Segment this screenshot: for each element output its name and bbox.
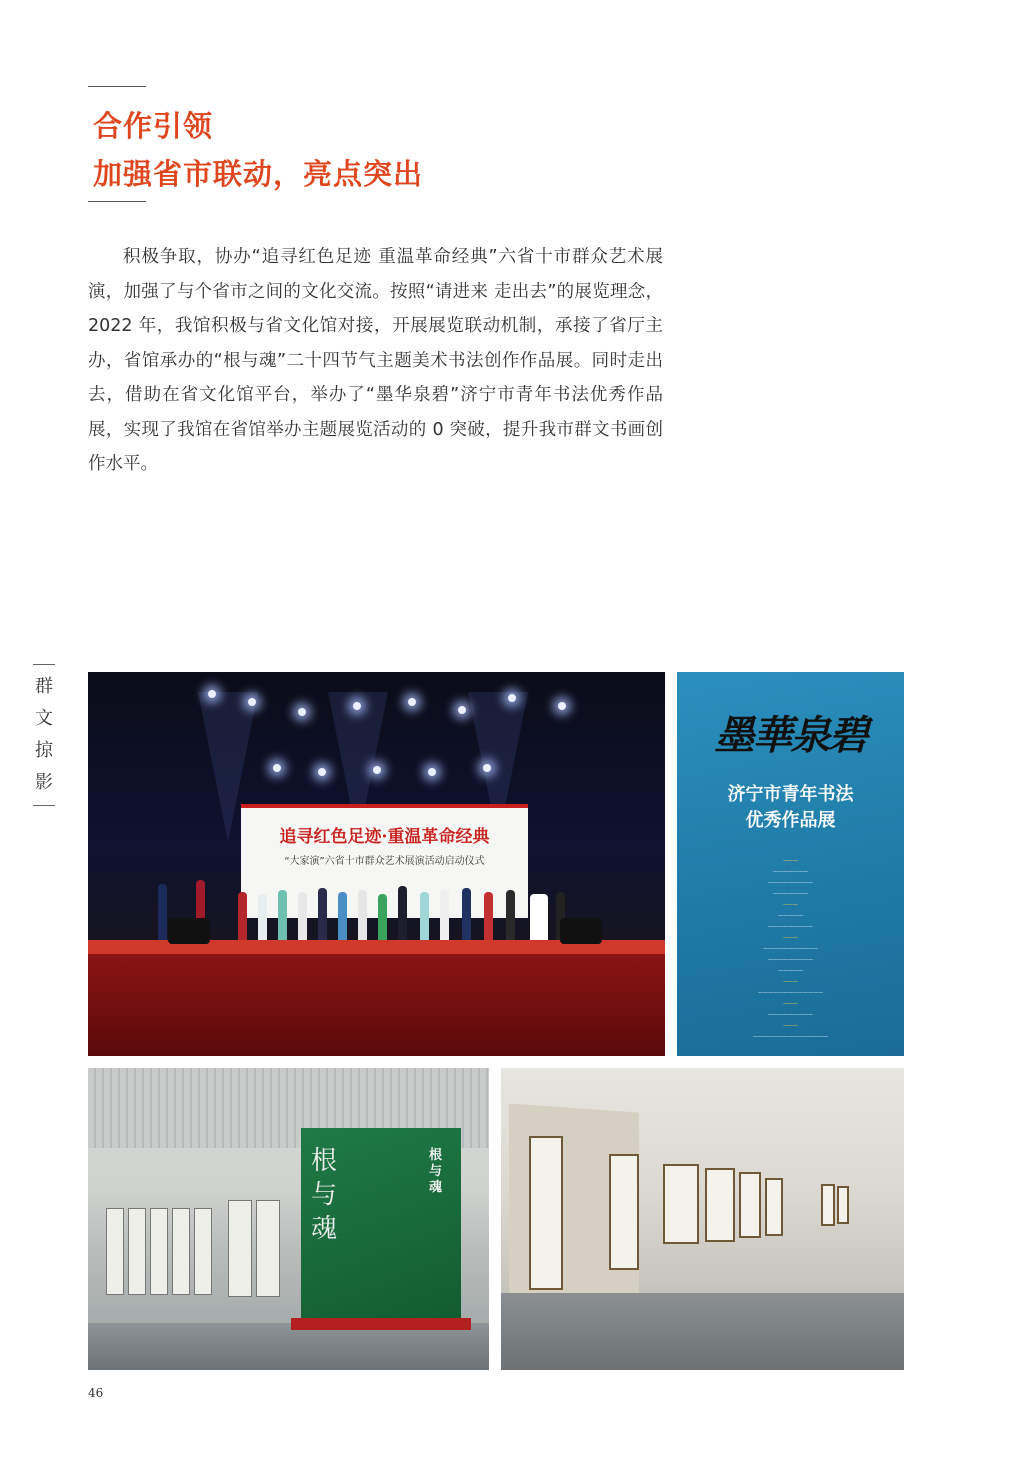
framed-artwork	[765, 1178, 783, 1236]
section-heading-line2: 加强省市联动，亮点突出	[93, 157, 424, 191]
side-label-char: 掠	[35, 740, 53, 761]
framed-artwork	[609, 1154, 639, 1270]
poster-calligraphy-title: 墨華泉碧	[714, 712, 867, 759]
stage-light	[408, 698, 416, 706]
performer	[506, 890, 515, 942]
stage-light	[273, 764, 281, 772]
performer	[278, 890, 287, 942]
performer	[378, 894, 387, 942]
framed-artwork	[739, 1172, 761, 1238]
display-panel	[228, 1200, 252, 1297]
display-panel	[128, 1208, 146, 1295]
performers-group	[158, 882, 568, 942]
stage-light	[458, 706, 466, 714]
performer	[158, 884, 167, 942]
performer	[318, 888, 327, 942]
page-number: 46	[88, 1386, 104, 1400]
performer	[358, 890, 367, 942]
body-paragraph: 积极争取，协办“追寻红色足迹 重温革命经典”六省十市群众艺术展演，加强了与个省市之间的文化交流。按照“请进来 走出去”的展览理念，2022 年，我馆积极与省文化馆对接，开展展览联动机制，承接了省厅主办，省馆承办的“根与魂”二十四节气主题美术书法创作作品展。同时走出去，借助在省文化馆平台，举办了“墨华泉碧”济宁市青年书法优秀作品展，实现了我馆在省馆举办主题展览活动的 0 突破，提升我市群文书画创作水平。	[88, 247, 663, 474]
stage-light	[208, 690, 216, 698]
stage-light	[298, 708, 306, 716]
performer	[530, 894, 548, 942]
performer	[398, 886, 407, 942]
section-heading-line1: 合作引领	[93, 109, 214, 143]
performer	[440, 890, 449, 942]
framed-artwork	[705, 1168, 735, 1242]
board-title: 根与魂	[429, 1148, 443, 1195]
exhibition-hall-photo-1	[88, 1068, 489, 1370]
performer	[420, 892, 429, 942]
framed-artwork	[821, 1184, 835, 1226]
stage-banner-title: 追寻红色足迹·重温革命经典	[279, 827, 490, 847]
hall-floor	[88, 1323, 489, 1370]
stage-performance-photo	[88, 672, 665, 1056]
performer	[484, 892, 493, 942]
stage-light	[353, 702, 361, 710]
stage-speaker	[168, 918, 210, 944]
stage-banner-subtitle: “大家演”六省十市群众艺术展演活动启动仪式	[284, 856, 485, 867]
poster-title-line1: 济宁市青年书法	[727, 784, 854, 805]
heading-top-rule	[88, 86, 146, 87]
display-panel	[106, 1208, 124, 1295]
stage-apron	[88, 954, 665, 1056]
display-panel	[194, 1208, 212, 1295]
display-panel	[256, 1200, 280, 1297]
performer	[338, 892, 347, 942]
sign-board-base	[291, 1318, 471, 1330]
stage-speaker	[560, 918, 602, 944]
exhibition-hall-photo-2	[501, 1068, 904, 1370]
performer	[258, 894, 267, 942]
stage-light	[508, 694, 516, 702]
side-label-char: 群	[35, 676, 53, 697]
framed-artwork	[663, 1164, 699, 1244]
section-side-label	[33, 664, 55, 806]
calligraphy-exhibition-poster	[677, 672, 904, 1056]
framed-artwork	[837, 1186, 849, 1224]
poster-fine-print: ——— ——————— ————————— ——————— ——— ————— ————————— ——— ——————————— ————————— ————— ——— ————————————— ——— ————————— ——— ———————————————	[753, 858, 828, 1040]
board-calligraphy: 根与魂	[311, 1146, 338, 1244]
performer	[298, 892, 307, 942]
poster-title-line2: 优秀作品展	[745, 810, 836, 831]
heading-bottom-rule	[88, 201, 146, 202]
display-panel	[150, 1208, 168, 1295]
stage-light	[558, 702, 566, 710]
hall-floor	[501, 1293, 904, 1370]
stage-light	[483, 764, 491, 772]
display-panel	[172, 1208, 190, 1295]
side-label-char: 影	[35, 772, 53, 793]
exhibition-sign-board	[301, 1128, 461, 1318]
performer	[238, 892, 247, 942]
stage-light	[318, 768, 326, 776]
stage-light	[373, 766, 381, 774]
framed-artwork	[529, 1136, 563, 1290]
stage-light	[248, 698, 256, 706]
stage-light	[428, 768, 436, 776]
performer	[462, 888, 471, 942]
side-label-char: 文	[35, 708, 53, 729]
